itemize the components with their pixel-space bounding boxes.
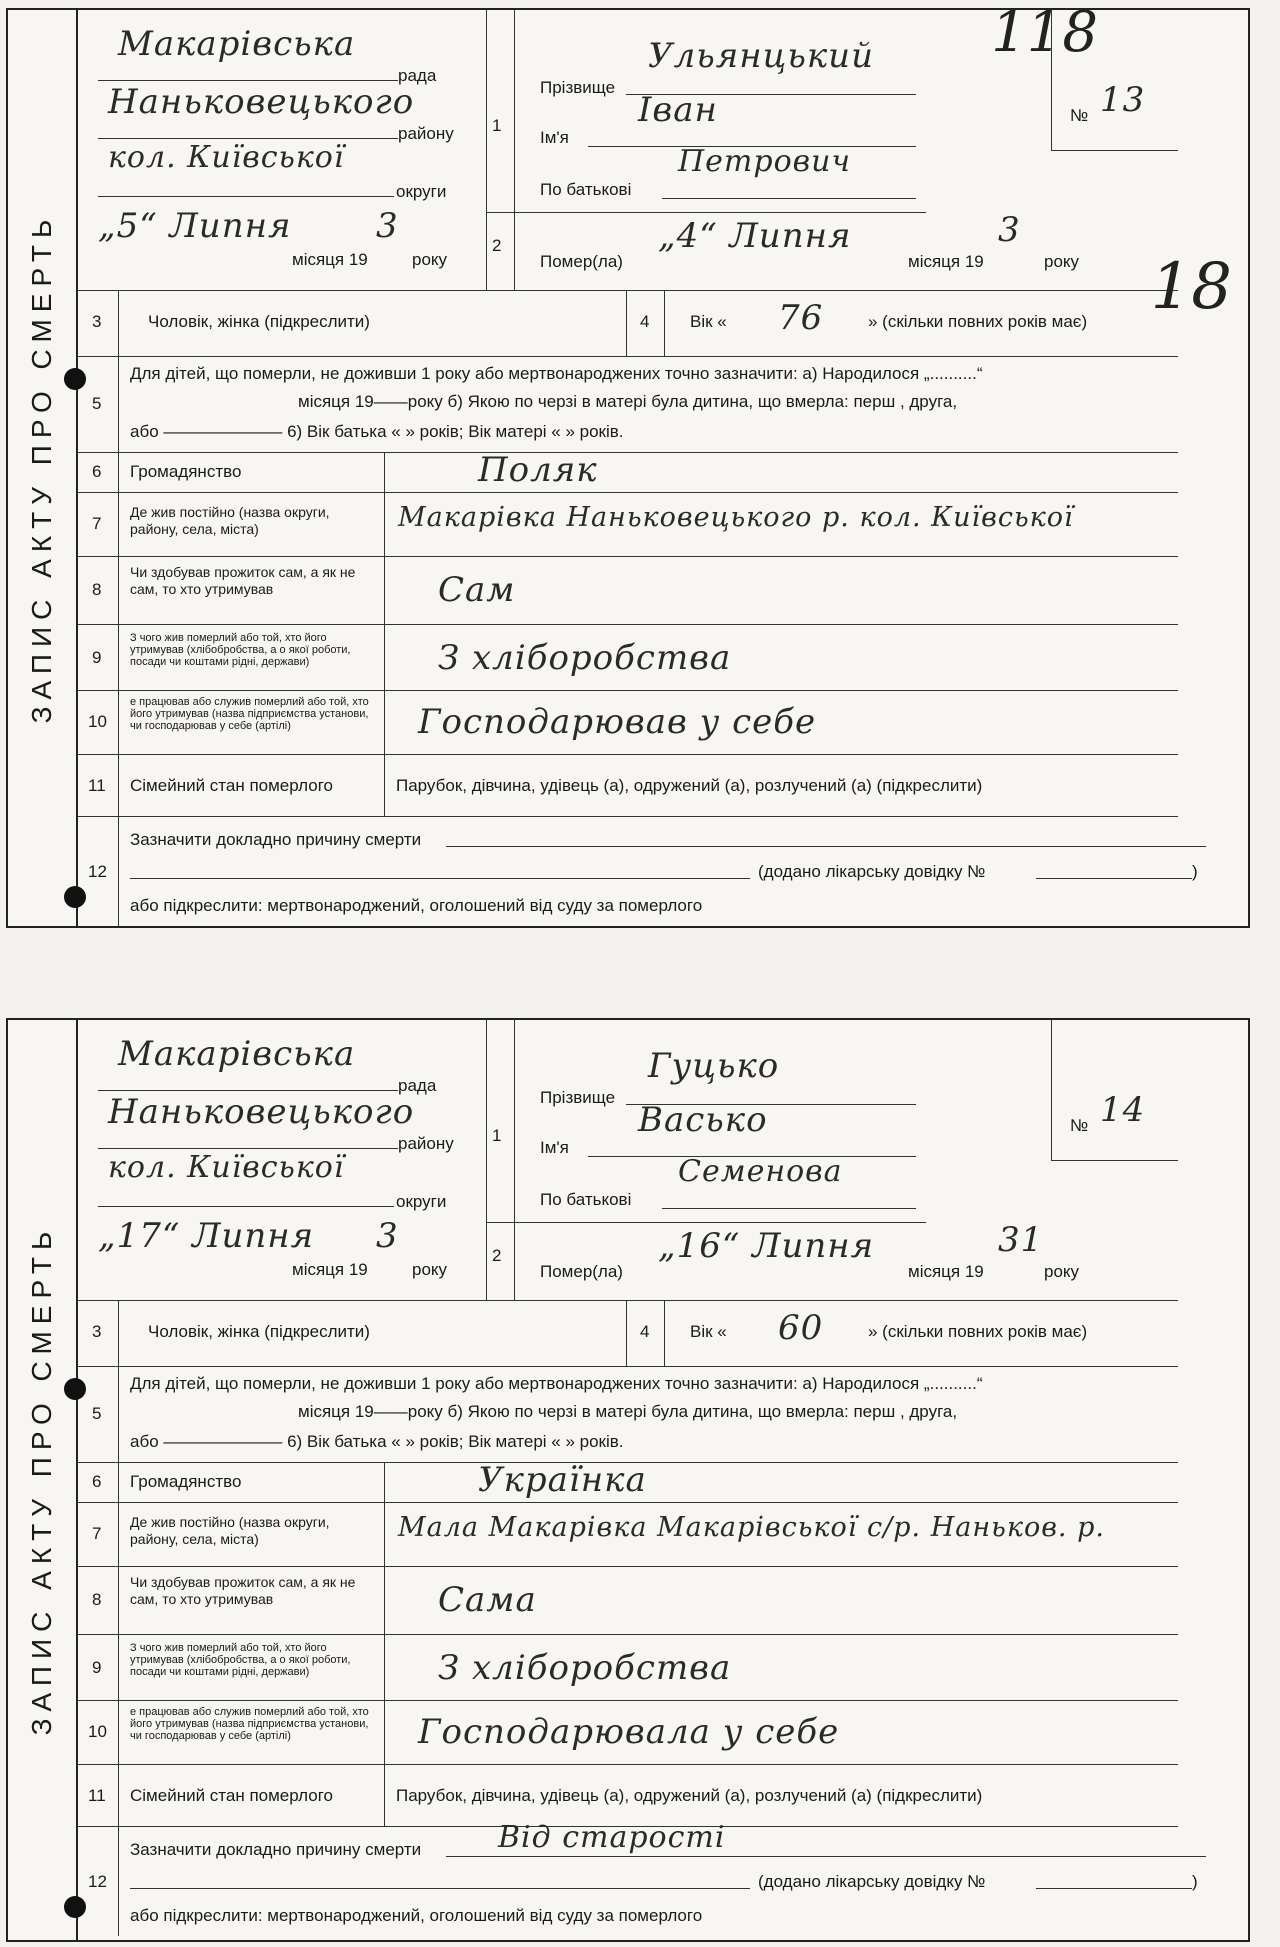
side-title: ЗАПИС АКТУ ПРО СМЕРТЬ bbox=[26, 212, 57, 724]
citizenship-label: Громадянство bbox=[130, 1472, 242, 1491]
cause-of-death-row bbox=[78, 816, 1198, 926]
district-label: району bbox=[398, 124, 454, 143]
row-number: 9 bbox=[92, 1658, 102, 1677]
sex-label: Чоловік, жінка (підкреслити) bbox=[148, 1322, 370, 1341]
medical-certificate-end: ) bbox=[1192, 1872, 1198, 1891]
row-number: 9 bbox=[92, 648, 102, 667]
marital-status-label: Сімейний стан померлого bbox=[130, 1786, 333, 1805]
row-number: 8 bbox=[92, 580, 102, 599]
row-number: 3 bbox=[92, 1322, 102, 1341]
marital-status-row bbox=[78, 754, 1178, 817]
record-number-label: № bbox=[1070, 106, 1089, 125]
row-number: 5 bbox=[92, 394, 102, 413]
livelihood-row bbox=[78, 1566, 1178, 1635]
death-year-label: року bbox=[1044, 252, 1080, 271]
surname-label: Прізвище bbox=[540, 78, 616, 97]
cause-handwritten: Від старості bbox=[498, 1820, 726, 1855]
corner-mark-top: 118 bbox=[991, 0, 1098, 65]
marital-status-label: Сімейний стан померлого bbox=[130, 776, 333, 795]
row-number: 10 bbox=[88, 1722, 107, 1741]
infant-line-3: або ——————— 6) Вік батька « » років; Вік матері « » років. bbox=[130, 422, 624, 441]
row-number: 11 bbox=[88, 1786, 106, 1805]
okrug-label: округи bbox=[396, 182, 447, 201]
livelihood-handwritten: Сама bbox=[438, 1580, 537, 1620]
age-handwritten: 76 bbox=[778, 298, 824, 338]
patronymic-handwritten: Петрович bbox=[678, 144, 852, 179]
death-record-form-1 bbox=[6, 0, 1250, 928]
marital-status-row bbox=[78, 1764, 1178, 1827]
employment-row bbox=[78, 1700, 1178, 1765]
council-label: рада bbox=[398, 66, 437, 85]
row-number: 4 bbox=[640, 312, 650, 331]
row-number: 7 bbox=[92, 514, 102, 533]
livelihood-label: Чи здобував прожиток сам, а як не сам, то хто утримував bbox=[130, 1574, 356, 1607]
stillborn-label: або підкреслити: мертвонароджений, оголошений від суду за померлого bbox=[130, 1906, 703, 1925]
livelihood-label: Чи здобував прожиток сам, а як не сам, то хто утримував bbox=[130, 564, 356, 597]
employment-handwritten: Господарювала у себе bbox=[418, 1712, 840, 1752]
death-year-handwritten: 31 bbox=[998, 1220, 1044, 1260]
citizenship-row bbox=[78, 1462, 1178, 1503]
infant-line-2: місяця 19——року б) Якою по черзі в матері була дитина, що вмерла: перш , друга, bbox=[298, 392, 958, 411]
infant-line-1: Для дітей, що померли, не доживши 1 року або мертвонароджених точно зазначити: а) Народилося „..........“ bbox=[130, 364, 983, 383]
livelihood-handwritten: Сам bbox=[438, 570, 516, 610]
income-source-handwritten: З хліборобства bbox=[438, 638, 732, 678]
okrug-handwritten: кол. Київської bbox=[108, 1150, 345, 1185]
residence-row bbox=[78, 492, 1178, 557]
income-source-row bbox=[78, 1634, 1178, 1701]
record-number-box bbox=[1051, 1020, 1178, 1161]
surname-handwritten: Гуцько bbox=[648, 1046, 780, 1086]
cause-label: Зазначити докладно причину смерти bbox=[130, 830, 422, 849]
death-record-form-2 bbox=[6, 1018, 1250, 1942]
citizenship-handwritten: Українка bbox=[478, 1460, 647, 1500]
died-label: Помер(ла) bbox=[540, 1262, 623, 1281]
age-label: Вік « bbox=[690, 1322, 727, 1341]
side-title: ЗАПИС АКТУ ПРО СМЕРТЬ bbox=[26, 1224, 57, 1736]
patronymic-label: По батькові bbox=[540, 1190, 632, 1209]
row-number: 5 bbox=[92, 1404, 102, 1423]
registration-year-handwritten: 3 bbox=[376, 1216, 399, 1256]
header-block bbox=[78, 1020, 1178, 1301]
stillborn-label: або підкреслити: мертвонароджений, оголошений від суду за померлого bbox=[130, 896, 703, 915]
infant-line-1: Для дітей, що померли, не доживши 1 року або мертвонароджених точно зазначити: а) Народилося „..........“ bbox=[130, 1374, 983, 1393]
side-title-strip bbox=[8, 1020, 78, 1940]
medical-certificate-label: (додано лікарську довідку № bbox=[758, 862, 986, 881]
row-number: 11 bbox=[88, 776, 106, 795]
residence-label: Де жив постійно (назва округи, району, села, міста) bbox=[130, 504, 330, 537]
first-name-handwritten: Іван bbox=[638, 90, 718, 130]
council-label: рада bbox=[398, 1076, 437, 1095]
sex-age-row bbox=[78, 1300, 1178, 1367]
employment-label: е працював або служив померлий або той, хто його утримував (назва підприємства установи, чи господарював у себе (артілі) bbox=[130, 1706, 369, 1742]
cause-of-death-row bbox=[78, 1820, 1198, 1936]
medical-certificate-label: (додано лікарську довідку № bbox=[758, 1872, 986, 1891]
infant-line-2: місяця 19——року б) Якою по черзі в матері була дитина, що вмерла: перш , друга, bbox=[298, 1402, 958, 1421]
surname-handwritten: Ульянцький bbox=[648, 36, 874, 76]
residence-label: Де жив постійно (назва округи, району, села, міста) bbox=[130, 1514, 330, 1547]
row-number: 3 bbox=[92, 312, 102, 331]
income-source-label: З чого жив померлий або той, хто його утримував (хлібобробства, а о якої роботи, посади чи коштами рідні, держави) bbox=[130, 632, 351, 668]
income-source-row bbox=[78, 624, 1178, 691]
first-name-label: Ім'я bbox=[540, 1138, 569, 1157]
employment-label: е працював або служив померлий або той, хто його утримував (назва підприємства установи, чи господарював у себе (артілі) bbox=[130, 696, 369, 732]
death-year-label: року bbox=[1044, 1262, 1080, 1281]
marital-status-options: Парубок, дівчина, удівець (а), одружений (а), розлучений (а) (підкреслити) bbox=[396, 1786, 983, 1805]
medical-certificate-end: ) bbox=[1192, 862, 1198, 881]
residence-handwritten: Мала Макарівка Макарівської с/р. Наньков. р. bbox=[398, 1512, 1105, 1543]
record-number-handwritten: 14 bbox=[1100, 1090, 1146, 1130]
row-number: 1 bbox=[492, 116, 502, 135]
sex-label: Чоловік, жінка (підкреслити) bbox=[148, 312, 370, 331]
infant-details-row bbox=[78, 1366, 1178, 1463]
age-suffix: » (скільки повних років має) bbox=[868, 312, 1088, 331]
district-handwritten: Наньковецького bbox=[108, 82, 415, 122]
citizenship-handwritten: Поляк bbox=[478, 450, 598, 490]
registration-year-label: року bbox=[412, 250, 448, 269]
death-date-handwritten: „16“ Липня bbox=[658, 1226, 875, 1266]
district-handwritten: Наньковецького bbox=[108, 1092, 415, 1132]
livelihood-row bbox=[78, 556, 1178, 625]
council-handwritten: Макарівська bbox=[118, 1034, 356, 1074]
corner-mark-mid: 18 bbox=[1150, 250, 1232, 324]
row-number: 10 bbox=[88, 712, 107, 731]
death-year-handwritten: 3 bbox=[998, 210, 1021, 250]
record-number-label: № bbox=[1070, 1116, 1089, 1135]
citizenship-row bbox=[78, 452, 1178, 493]
okrug-label: округи bbox=[396, 1192, 447, 1211]
registration-month-label: місяця 19 bbox=[292, 250, 368, 269]
row-number: 8 bbox=[92, 1590, 102, 1609]
surname-label: Прізвище bbox=[540, 1088, 616, 1107]
infant-details-row bbox=[78, 356, 1178, 453]
employment-handwritten: Господарював у себе bbox=[418, 702, 817, 742]
first-name-label: Ім'я bbox=[540, 128, 569, 147]
row-number: 12 bbox=[88, 862, 107, 881]
council-handwritten: Макарівська bbox=[118, 24, 356, 64]
registration-month-label: місяця 19 bbox=[292, 1260, 368, 1279]
row-number: 7 bbox=[92, 1524, 102, 1543]
death-month-label: місяця 19 bbox=[908, 1262, 984, 1281]
registration-year-label: року bbox=[412, 1260, 448, 1279]
row-number: 6 bbox=[92, 462, 102, 481]
registration-date-handwritten: „17“ Липня bbox=[98, 1216, 315, 1256]
row-number: 12 bbox=[88, 1872, 107, 1891]
patronymic-handwritten: Семенова bbox=[678, 1154, 843, 1189]
infant-line-3: або ——————— 6) Вік батька « » років; Вік матері « » років. bbox=[130, 1432, 624, 1451]
row-number: 1 bbox=[492, 1126, 502, 1145]
row-number: 2 bbox=[492, 236, 502, 255]
first-name-handwritten: Васько bbox=[638, 1100, 768, 1140]
cause-label: Зазначити докладно причину смерти bbox=[130, 1840, 422, 1859]
income-source-handwritten: З хліборобства bbox=[438, 1648, 732, 1688]
income-source-label: З чого жив померлий або той, хто його утримував (хлібобробства, а о якої роботи, посади чи коштами рідні, держави) bbox=[130, 1642, 351, 1678]
side-title-strip bbox=[8, 10, 78, 926]
row-number: 2 bbox=[492, 1246, 502, 1265]
sex-age-row bbox=[78, 290, 1178, 357]
okrug-handwritten: кол. Київської bbox=[108, 140, 345, 175]
patronymic-label: По батькові bbox=[540, 180, 632, 199]
registration-year-handwritten: 3 bbox=[376, 206, 399, 246]
residence-handwritten: Макарівка Наньковецького р. кол. Київської bbox=[398, 502, 1074, 533]
age-handwritten: 60 bbox=[778, 1308, 824, 1348]
district-label: району bbox=[398, 1134, 454, 1153]
registration-date-handwritten: „5“ Липня bbox=[98, 206, 292, 246]
residence-row bbox=[78, 1502, 1178, 1567]
marital-status-options: Парубок, дівчина, удівець (а), одружений (а), розлучений (а) (підкреслити) bbox=[396, 776, 983, 795]
employment-row bbox=[78, 690, 1178, 755]
row-number: 6 bbox=[92, 1472, 102, 1491]
death-date-handwritten: „4“ Липня bbox=[658, 216, 852, 256]
death-month-label: місяця 19 bbox=[908, 252, 984, 271]
age-suffix: » (скільки повних років має) bbox=[868, 1322, 1088, 1341]
row-number: 4 bbox=[640, 1322, 650, 1341]
age-label: Вік « bbox=[690, 312, 727, 331]
died-label: Помер(ла) bbox=[540, 252, 623, 271]
record-number-handwritten: 13 bbox=[1100, 80, 1146, 120]
citizenship-label: Громадянство bbox=[130, 462, 242, 481]
